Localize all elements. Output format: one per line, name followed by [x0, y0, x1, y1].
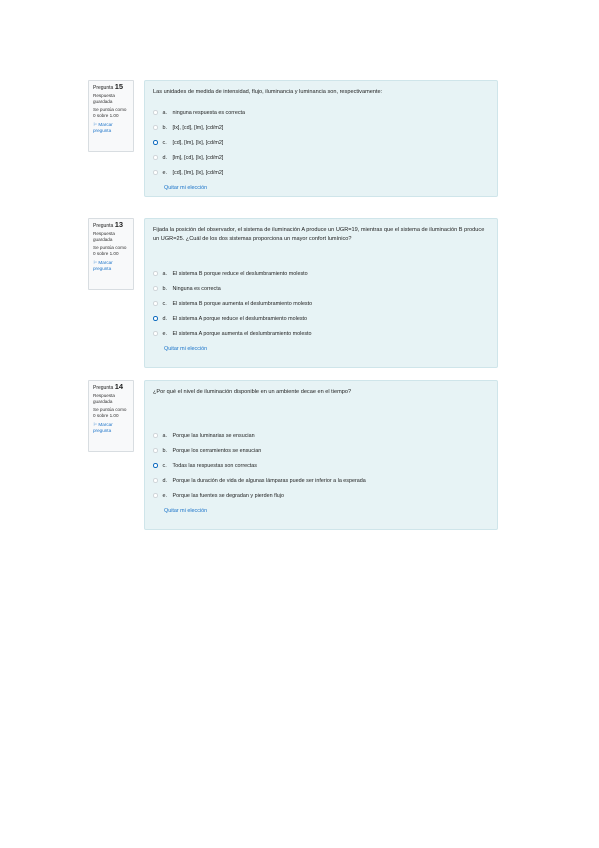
question-info — [88, 380, 134, 452]
question-info — [88, 218, 134, 290]
question-number: 13 — [114, 220, 124, 229]
answer-option[interactable]: d. Porque la duración de vida de algunas lámparas puede ser inferior a la esperada — [153, 473, 489, 488]
question-status: Respuesta guardada — [93, 393, 115, 404]
radio-button[interactable] — [153, 155, 158, 160]
clear-choice-link[interactable]: Quitar mi elección — [164, 508, 208, 514]
radio-button[interactable] — [153, 271, 158, 276]
flag-icon: ⚐ — [93, 422, 98, 427]
question-number: 15 — [114, 82, 124, 91]
radio-button[interactable] — [153, 448, 158, 453]
radio-button[interactable] — [153, 286, 158, 291]
question-score: Se puntúa como 0 sobre 1.00 — [93, 407, 127, 418]
radio-button-selected[interactable] — [153, 463, 158, 468]
flag-question-link[interactable]: ⚐ Marcar pregunta — [93, 122, 113, 133]
flag-icon: ⚐ — [93, 260, 98, 265]
clear-choice-link[interactable]: Quitar mi elección — [164, 346, 208, 352]
question-text: Fijada la posición del observador, el sistema de iluminación A produce un UGR=19, mientras que el sistema de iluminación B produce un UGR=25. ¿Cuál de los dos sistemas proporciona un mayor confort lumínico? — [153, 227, 485, 242]
flag-icon: ⚐ — [93, 122, 98, 127]
question-number-label: Pregunta 13 — [93, 220, 124, 229]
answer-option[interactable]: a. El sistema B porque reduce el deslumbramiento molesto — [153, 266, 489, 281]
question-score: Se puntúa como 0 sobre 1.00 — [93, 107, 127, 118]
question-content — [144, 80, 498, 197]
radio-button[interactable] — [153, 433, 158, 438]
answer-list — [153, 105, 489, 180]
flag-question-link[interactable]: ⚐ Marcar pregunta — [93, 422, 113, 433]
radio-button[interactable] — [153, 331, 158, 336]
question-number-label: Pregunta 14 — [93, 382, 124, 391]
answer-option[interactable]: d. [lm], [cd], [lx], [cd/m2] — [153, 150, 489, 165]
question-content — [144, 218, 498, 368]
answer-option[interactable]: c. El sistema B porque aumenta el deslumbramiento molesto — [153, 296, 489, 311]
radio-button-selected[interactable] — [153, 140, 158, 145]
radio-button[interactable] — [153, 301, 158, 306]
answer-option[interactable]: e. Porque las fuentes se degradan y pierden flujo — [153, 488, 489, 503]
radio-button[interactable] — [153, 110, 158, 115]
question-content — [144, 380, 498, 530]
answer-list — [153, 428, 489, 503]
radio-button[interactable] — [153, 170, 158, 175]
answer-option[interactable]: b. Porque los cerramientos se ensucian — [153, 443, 489, 458]
question-text: ¿Por qué el nivel de iluminación disponible en un ambiente decae en el tiempo? — [153, 389, 352, 395]
question-score: Se puntúa como 0 sobre 1.00 — [93, 245, 127, 256]
answer-option[interactable]: e. El sistema A porque aumenta el deslumbramiento molesto — [153, 326, 489, 341]
answer-option[interactable]: b. [lx], [cd], [lm], [cd/m2] — [153, 120, 489, 135]
answer-option[interactable]: c. [cd], [lm], [lx], [cd/m2] — [153, 135, 489, 150]
answer-option[interactable]: b. Ninguna es correcta — [153, 281, 489, 296]
question-number-label: Pregunta 15 — [93, 82, 124, 91]
radio-button-selected[interactable] — [153, 316, 158, 321]
answer-option[interactable]: c. Todas las respuestas son correctas — [153, 458, 489, 473]
question-info — [88, 80, 134, 152]
answer-option[interactable]: a. ninguna respuesta es correcta — [153, 105, 489, 120]
answer-option[interactable]: a. Porque las luminarias se ensucian — [153, 428, 489, 443]
radio-button[interactable] — [153, 493, 158, 498]
question-status: Respuesta guardada — [93, 93, 115, 104]
radio-button[interactable] — [153, 125, 158, 130]
radio-button[interactable] — [153, 478, 158, 483]
flag-question-link[interactable]: ⚐ Marcar pregunta — [93, 260, 113, 271]
clear-choice-link[interactable]: Quitar mi elección — [164, 185, 208, 191]
answer-option[interactable]: d. El sistema A porque reduce el deslumbramiento molesto — [153, 311, 489, 326]
answer-option[interactable]: e. [cd], [lm], [lx], [cd/m2] — [153, 165, 489, 180]
question-text: Las unidades de medida de intensidad, flujo, iluminancia y luminancia son, respectivamente: — [153, 89, 383, 95]
answer-list — [153, 266, 489, 341]
question-status: Respuesta guardada — [93, 231, 115, 242]
question-number: 14 — [114, 382, 124, 391]
